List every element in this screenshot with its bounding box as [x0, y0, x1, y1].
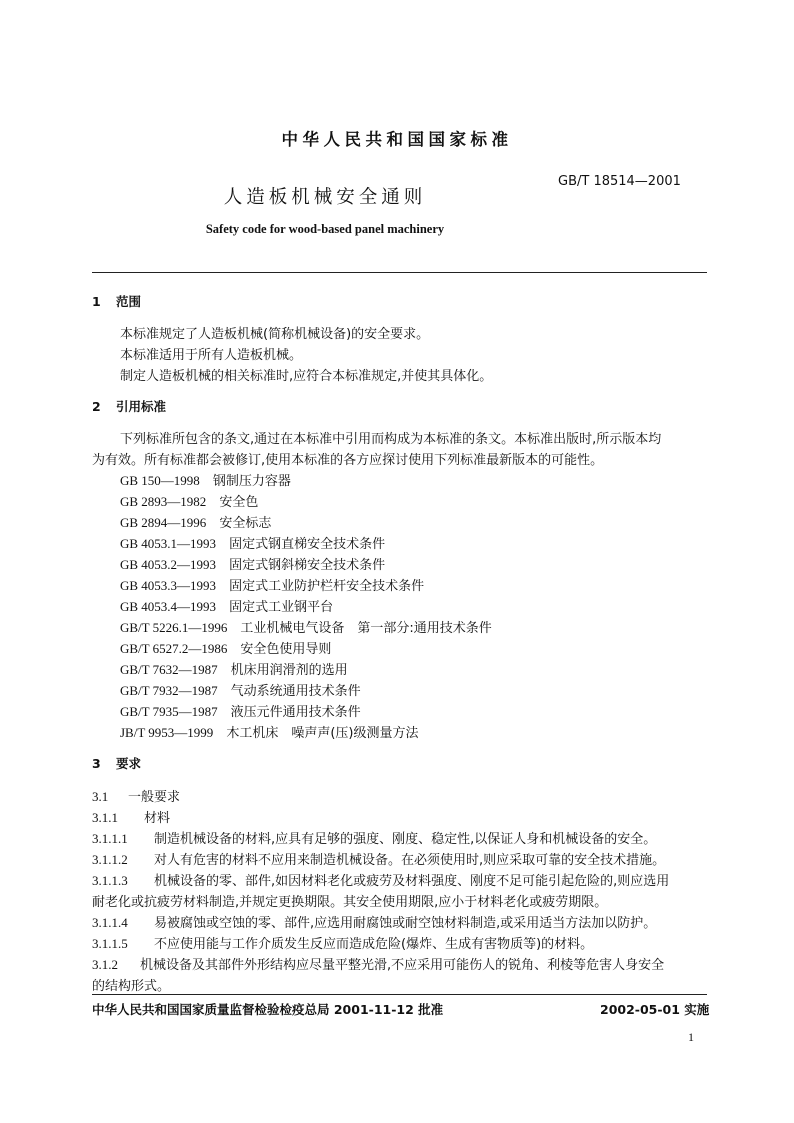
national-standard-heading: 中华人民共和国国家标准: [281, 130, 513, 149]
reference-code: GB 2894—1996: [120, 515, 207, 530]
paragraph: 下列标准所包含的条文,通过在本标准中引用而构成为本标准的条文。本标准出版时,所示版本均: [120, 432, 662, 447]
reference-item: [120, 617, 492, 636]
clause-text: 机械设备的零、部件,如因材料老化或疲劳及材料强度、刚度不足可能引起危险的,则应选用: [154, 874, 670, 889]
reference-code: JB/T 9953—1999: [120, 725, 214, 740]
reference-title: 液压元件通用技术条件: [230, 705, 361, 720]
section-heading-requirements: [92, 754, 141, 772]
reference-code: GB 4053.2—1993: [120, 557, 217, 572]
clause-text: 制造机械设备的材料,应具有足够的强度、刚度、稳定性,以保证人身和机械设备的安全。: [154, 832, 657, 847]
clause: [92, 807, 170, 826]
approval-statement: 中华人民共和国国家质量监督检验检疫总局 2001-11-12 批准: [92, 1002, 444, 1017]
clause-text: 材料: [144, 811, 171, 826]
clause-number: 3.1.1.5: [92, 936, 128, 951]
reference-item: [120, 659, 348, 678]
paragraph: 制定人造板机械的相关标准时,应符合本标准规定,并使其具体化。: [120, 369, 493, 384]
paragraph: 本标准适用于所有人造板机械。: [120, 348, 303, 363]
section-heading-scope: [92, 292, 141, 310]
title-english: Safety code for wood-based panel machinery: [205, 222, 445, 236]
reference-code: GB/T 5226.1—1996: [120, 620, 228, 635]
clause-number: 3.1.2: [92, 957, 118, 972]
clause-number: 3.1.1.4: [92, 915, 128, 930]
section-title: 要求: [116, 756, 142, 771]
reference-title: 工业机械电气设备 第一部分:通用技术条件: [240, 621, 492, 636]
reference-item: [120, 533, 385, 552]
reference-item: [120, 701, 361, 720]
clause: [92, 912, 656, 931]
reference-title: 固定式钢直梯安全技术条件: [229, 537, 386, 552]
reference-item: [120, 722, 418, 741]
reference-code: GB 4053.3—1993: [120, 578, 217, 593]
standard-number: GB/T 18514—2001: [558, 174, 681, 189]
reference-code: GB/T 7632—1987: [120, 662, 218, 677]
section-title: 范围: [116, 294, 142, 309]
reference-code: GB 2893—1982: [120, 494, 207, 509]
reference-item: [120, 680, 361, 699]
clause: [92, 786, 180, 805]
clause-text: 不应使用能与工作介质发生反应而造成危险(爆炸、生成有害物质等)的材料。: [154, 937, 594, 952]
paragraph: 为有效。所有标准都会被修订,使用本标准的各方应探讨使用下列标准最新版本的可能性。: [92, 453, 604, 468]
title-chinese: 人造板机械安全通则: [223, 187, 427, 208]
clause: [92, 870, 669, 889]
clause: [92, 933, 593, 952]
reference-item: [120, 554, 385, 573]
reference-code: GB/T 6527.2—1986: [120, 641, 228, 656]
clause-continuation: [92, 975, 170, 994]
reference-code: GB/T 7932—1987: [120, 683, 218, 698]
clause: [92, 849, 665, 868]
clause-text: 易被腐蚀或空蚀的零、部件,应选用耐腐蚀或耐空蚀材料制造,或采用适当方法加以防护。: [154, 916, 657, 931]
clause-number: 3.1.1.3: [92, 873, 128, 888]
clause-text: 机械设备及其部件外形结构应尽量平整光滑,不应采用可能伤人的锐角、利棱等危害人身安全: [140, 958, 665, 973]
clause-text: 耐老化或抗疲劳材料制造,并规定更换期限。其安全使用期限,应小于材料老化或疲劳期限。: [92, 895, 608, 910]
paragraph: 本标准规定了人造板机械(简称机械设备)的安全要求。: [120, 327, 430, 342]
clause: [92, 954, 664, 973]
clause-text: 一般要求: [128, 790, 181, 805]
clause-number: 3.1: [92, 789, 109, 804]
reference-title: 气动系统通用技术条件: [230, 684, 361, 699]
clause-continuation: [92, 891, 607, 910]
clause: [92, 828, 656, 847]
reference-code: GB 4053.1—1993: [120, 536, 217, 551]
section-number: 1: [92, 294, 101, 309]
section-number: 3: [92, 756, 101, 771]
reference-title: 安全标志: [219, 516, 272, 531]
implementation-date: 2002-05-01 实施: [600, 1002, 710, 1017]
reference-item: [120, 575, 424, 594]
clause-number: 3.1.1.1: [92, 831, 128, 846]
clause-number: 3.1.1: [92, 810, 118, 825]
header-rule: [92, 272, 707, 273]
reference-item: [120, 470, 291, 489]
reference-title: 固定式工业钢平台: [229, 600, 334, 615]
page-number: 1: [688, 1030, 694, 1044]
reference-item: [120, 512, 271, 531]
reference-code: GB 150—1998: [120, 473, 200, 488]
reference-item: [120, 596, 333, 615]
reference-title: 固定式钢斜梯安全技术条件: [229, 558, 386, 573]
reference-title: 安全色: [219, 495, 259, 510]
section-title: 引用标准: [116, 399, 167, 414]
reference-code: GB/T 7935—1987: [120, 704, 218, 719]
reference-code: GB 4053.4—1993: [120, 599, 217, 614]
clause-text: 对人有危害的材料不应用来制造机械设备。在必须使用时,则应采取可靠的安全技术措施。: [154, 853, 666, 868]
section-heading-normative-references: [92, 397, 166, 415]
reference-title: 安全色使用导则: [240, 642, 332, 657]
footer-rule: [92, 994, 707, 995]
reference-item: [120, 638, 331, 657]
reference-title: 钢制压力容器: [212, 474, 291, 489]
reference-title: 木工机床 噪声声(压)级测量方法: [226, 726, 419, 741]
reference-item: [120, 491, 258, 510]
section-number: 2: [92, 399, 101, 414]
clause-number: 3.1.1.2: [92, 852, 128, 867]
reference-title: 机床用润滑剂的选用: [230, 663, 348, 678]
clause-text: 的结构形式。: [92, 979, 171, 994]
reference-title: 固定式工业防护栏杆安全技术条件: [229, 579, 425, 594]
